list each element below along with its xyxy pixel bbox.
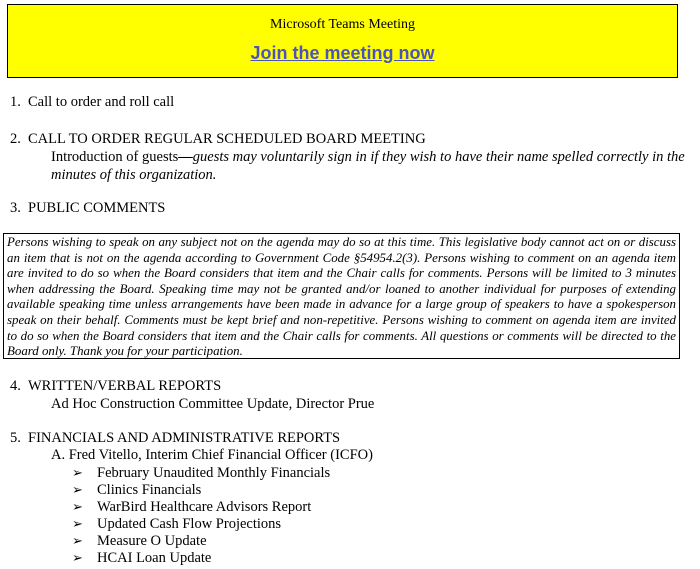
guest-intro-normal: Introduction of guests <box>51 149 179 165</box>
bullet-item <box>72 498 311 516</box>
bullet-text: Measure O Update <box>97 533 207 549</box>
arrowhead-bullet-icon: ➢ <box>72 465 83 480</box>
arrowhead-bullet-icon: ➢ <box>72 482 83 497</box>
arrowhead-bullet-icon: ➢ <box>72 516 83 531</box>
agenda-item-title: WRITTEN/VERBAL REPORTS <box>28 378 222 394</box>
bullet-text: WarBird Healthcare Advisors Report <box>97 499 312 515</box>
agenda-item-title: FINANCIALS AND ADMINISTRATIVE REPORTS <box>28 430 341 446</box>
bullet-item <box>72 549 211 567</box>
bullet-text: Updated Cash Flow Projections <box>97 516 282 532</box>
arrowhead-bullet-icon: ➢ <box>72 499 83 514</box>
sub-item-a: A. Fred Vitello, Interim Chief Financial Officer (ICFO) <box>51 447 373 463</box>
agenda-item-3 <box>10 200 165 217</box>
bullet-item <box>72 464 330 482</box>
committee-update-text: Ad Hoc Construction Committee Update, Director Prue <box>51 396 375 412</box>
agenda-item-number: 5. <box>10 430 21 446</box>
agenda-item-number: 2. <box>10 131 21 147</box>
banner-title: Microsoft Teams Meeting <box>270 17 415 32</box>
arrowhead-bullet-icon: ➢ <box>72 533 83 548</box>
public-comment-notice: Persons wishing to speak on any subject not on the agenda may do so at this time. This legislative body cannot act on or discuss an item that is not on the agenda according to Government Code §54954.2(3). Persons wishing to comment on an agenda item are invited to do so when the Board considers that item and the Chair calls for comments. Persons will be limited to 3 minutes when addressing the Board. Speaking time may not be granted and/or loaned to another individual for purposes of extending available speaking time unless arrangements have been made in advance for a large group of speakers to have a spokesperson speak on their behalf. Comments must be kept brief and non-repetitive. Persons wishing to comment on agenda item are invited to do so when the Board considers that item and the Chair calls for comments. All questions or comments will be directed to the Board only. Thank you for your participation. <box>3 233 680 359</box>
bullet-item <box>72 515 281 533</box>
bullet-text: Clinics Financials <box>97 482 202 498</box>
arrowhead-bullet-icon: ➢ <box>72 550 83 565</box>
join-meeting-link[interactable]: Join the meeting now <box>250 43 435 63</box>
agenda-item-1 <box>10 94 174 111</box>
agenda-item-number: 3. <box>10 200 21 216</box>
bullet-item <box>72 532 207 550</box>
agenda-item-number: 1. <box>10 94 21 110</box>
bullet-text: February Unaudited Monthly Financials <box>97 465 331 481</box>
guest-intro-dash: — <box>178 149 193 165</box>
agenda-item-title: Call to order and roll call <box>28 94 175 110</box>
agenda-item-4 <box>10 378 221 395</box>
teams-meeting-banner <box>7 4 678 78</box>
agenda-item-title: CALL TO ORDER REGULAR SCHEDULED BOARD MEETING <box>28 131 426 147</box>
guest-intro-italic-2: minutes of this organization. <box>51 167 217 183</box>
bullet-item <box>72 481 201 499</box>
bullet-text: HCAI Loan Update <box>97 550 212 566</box>
guest-intro-italic-1: guests may voluntarily sign in if they wish to have their name spelled correctly in the <box>192 149 685 165</box>
agenda-item-number: 4. <box>10 378 21 394</box>
agenda-item-title: PUBLIC COMMENTS <box>28 200 166 216</box>
agenda-item-5 <box>10 430 340 447</box>
guest-introduction-text <box>51 148 686 166</box>
agenda-item-2 <box>10 131 426 148</box>
